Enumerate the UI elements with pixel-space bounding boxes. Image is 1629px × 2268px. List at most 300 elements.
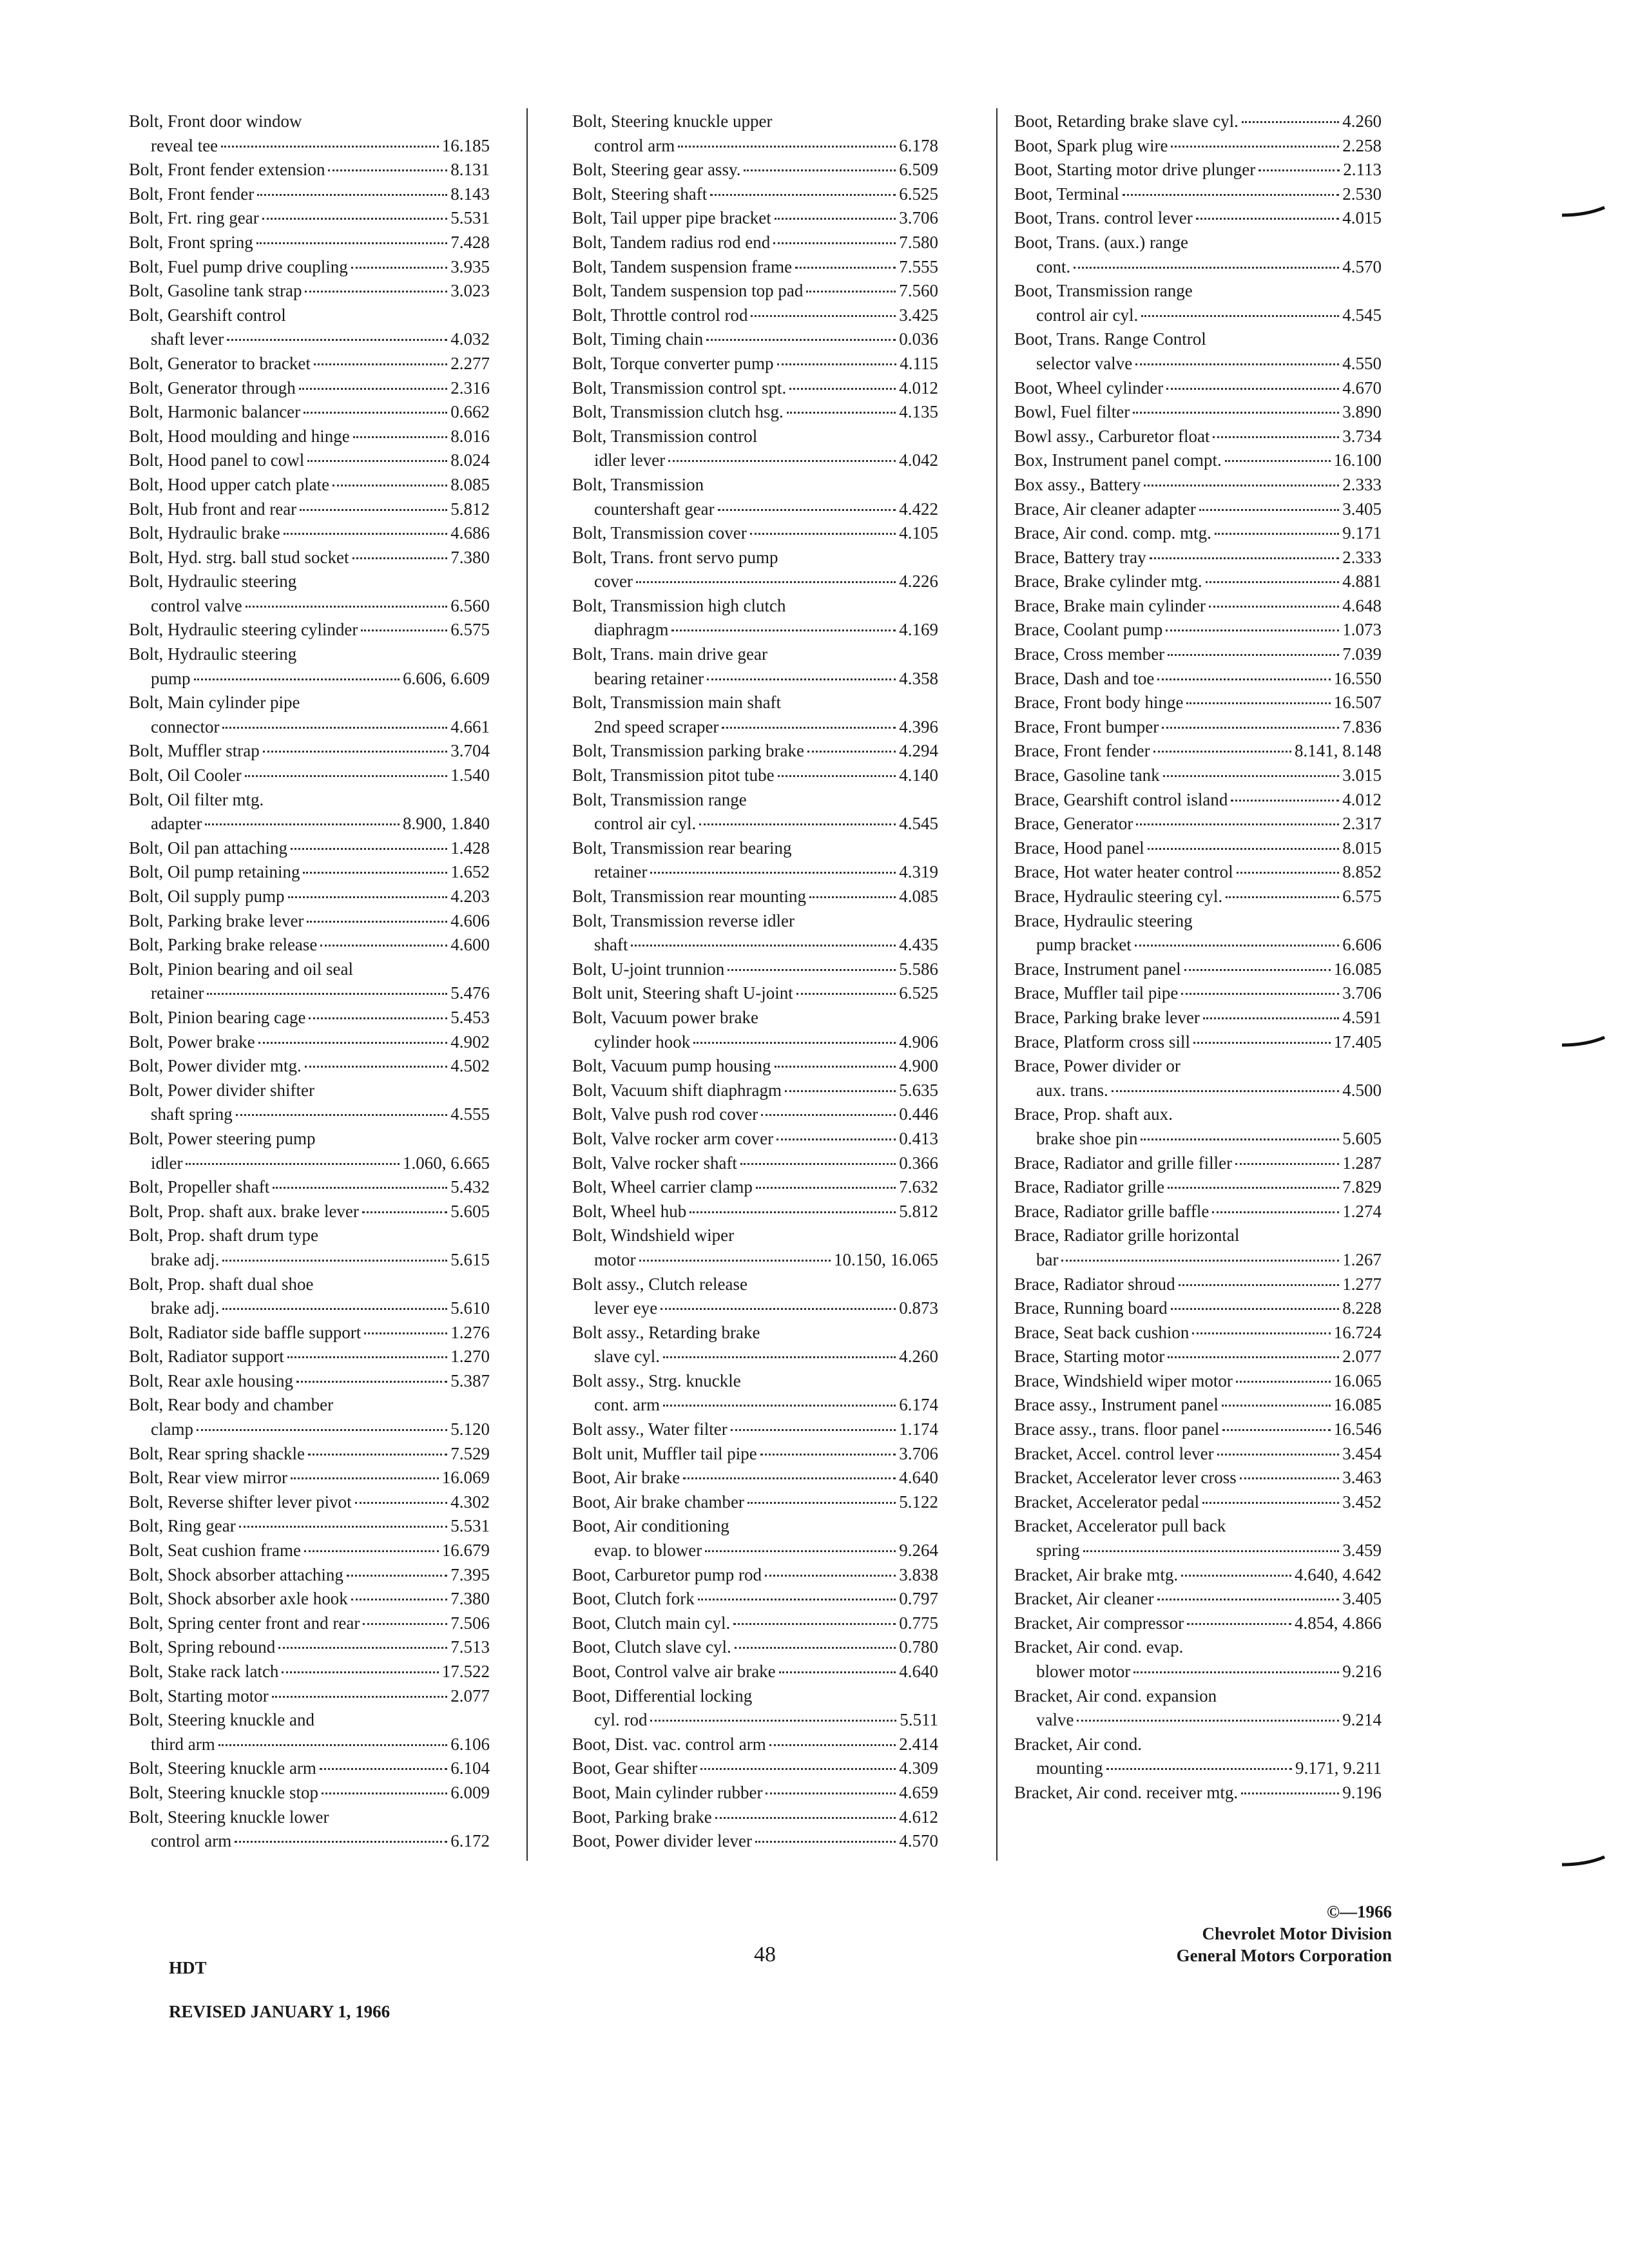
entry-reference: 6.525 [899, 983, 938, 1003]
entry-row [572, 206, 938, 231]
dot-leader [636, 581, 896, 583]
index-entry [572, 1611, 938, 1636]
index-entry [1014, 1151, 1382, 1176]
entry-reference: 6.178 [899, 135, 938, 155]
entry-row [1014, 206, 1382, 231]
index-entry [1014, 1635, 1382, 1684]
entry-label: retainer [151, 983, 204, 1003]
index-entry [572, 1587, 938, 1611]
dot-leader [795, 267, 896, 269]
entry-row [1014, 1756, 1382, 1781]
index-entry [572, 1200, 938, 1224]
index-entry [1014, 376, 1382, 401]
index-entry [1014, 546, 1382, 570]
index-entry [129, 1079, 490, 1127]
entry-reference: 0.797 [899, 1589, 938, 1609]
index-entry [129, 1127, 490, 1175]
entry-row [1014, 1345, 1382, 1369]
entry-label: Bolt, Oil pump retaining [129, 862, 300, 882]
entry-label: Boot, Spark plug wire [1014, 135, 1168, 155]
entry-reference: 7.395 [450, 1564, 490, 1584]
entry-row [1014, 1273, 1382, 1297]
index-entry [572, 1175, 938, 1200]
entry-row [129, 206, 490, 231]
index-entry [1014, 981, 1382, 1006]
entry-row [129, 1418, 490, 1442]
entry-reference: 3.463 [1342, 1468, 1382, 1488]
entry-row [572, 134, 938, 159]
index-entry [129, 860, 490, 885]
index-entry [1014, 400, 1382, 425]
dot-leader [221, 146, 439, 148]
entry-row [129, 909, 490, 934]
index-entry [572, 1006, 938, 1054]
dot-leader [303, 872, 447, 874]
entry-heading-line: Bolt, Transmission control [572, 426, 758, 446]
entry-row [572, 1296, 938, 1321]
entry-reference: 0.036 [899, 329, 938, 349]
index-entry [572, 206, 938, 231]
entry-reference: 4.854, 4.866 [1295, 1613, 1382, 1633]
entry-label: Bolt, Steering gear assy. [572, 160, 741, 180]
index-entry [1014, 1514, 1382, 1562]
entry-row [129, 1248, 490, 1273]
index-entry [572, 642, 938, 691]
index-entry [572, 400, 938, 425]
entry-label: Bolt, Generator through [129, 378, 296, 398]
index-entry [129, 1660, 490, 1684]
index-entry [572, 1466, 938, 1490]
dot-leader [1225, 460, 1331, 462]
index-entry [1014, 1490, 1382, 1515]
entry-reference: 7.580 [899, 232, 938, 252]
index-entry [572, 1514, 938, 1562]
index-entry [129, 1224, 490, 1272]
dot-leader [1171, 1308, 1340, 1310]
dot-leader [1148, 848, 1340, 850]
entry-label: cont. [1036, 256, 1071, 276]
dot-leader [778, 775, 896, 777]
dot-leader [320, 1768, 447, 1770]
entry-label: Bolt, Hood upper catch plate [129, 474, 330, 494]
index-entry [572, 1418, 938, 1442]
index-entry [129, 303, 490, 352]
entry-row [1014, 1296, 1382, 1321]
dot-leader [1163, 775, 1340, 777]
index-entry [572, 546, 938, 594]
entry-row [572, 1611, 938, 1636]
index-entry [572, 231, 938, 255]
entry-label: Boot, Clutch fork [572, 1589, 695, 1609]
entry-label: Bowl assy., Carburetor float [1014, 426, 1210, 446]
index-entry [129, 1273, 490, 1321]
entry-label: Brace, Air cond. comp. mtg. [1014, 523, 1211, 543]
index-entry [129, 1030, 490, 1055]
entry-label: Brace assy., Instrument panel [1014, 1395, 1219, 1415]
dot-leader [1235, 1163, 1339, 1165]
entry-reference: 7.632 [899, 1177, 938, 1197]
entry-row [129, 327, 490, 352]
index-entry [572, 764, 938, 788]
entry-reference: 3.405 [1342, 499, 1382, 519]
entry-reference: 4.570 [1342, 256, 1382, 276]
entry-row [572, 1733, 938, 1757]
entry-reference: 8.228 [1342, 1298, 1382, 1318]
page-number: 48 [754, 1943, 776, 1966]
entry-heading-line: Bracket, Accelerator pull back [1014, 1516, 1226, 1536]
entry-row [572, 497, 938, 522]
dot-leader [328, 169, 447, 171]
entry-heading-line: Boot, Transmission range [1014, 281, 1193, 301]
entry-reference: 4.226 [899, 572, 938, 591]
dot-leader [333, 485, 447, 486]
entry-reference: 8.143 [450, 184, 490, 204]
index-entry [572, 739, 938, 764]
entry-row [1014, 303, 1382, 328]
dot-leader [765, 1575, 896, 1577]
dot-leader [1203, 1017, 1339, 1019]
dot-leader [683, 1477, 896, 1479]
entry-label: Bolt, Steering knuckle stop [129, 1782, 318, 1802]
entry-label: Bolt, Transmission cover [572, 523, 747, 543]
entry-label: Bolt, Steering knuckle arm [129, 1758, 316, 1778]
dot-leader [1231, 800, 1339, 802]
entry-reference: 6.104 [450, 1758, 490, 1778]
index-entry [1014, 1611, 1382, 1636]
entry-reference: 4.042 [899, 450, 938, 470]
entry-reference: 5.453 [450, 1007, 490, 1027]
index-entry [572, 110, 938, 158]
dot-leader [351, 267, 448, 269]
entry-reference: 5.476 [450, 983, 490, 1003]
entry-row [572, 1829, 938, 1854]
entry-heading-line: Bolt, Steering knuckle lower [129, 1807, 329, 1827]
entry-row [572, 376, 938, 401]
index-entry [129, 425, 490, 449]
dot-leader [751, 315, 896, 317]
entry-reference: 6.606 [1342, 935, 1382, 955]
entry-reference: 4.670 [1342, 378, 1382, 398]
index-entry [129, 1611, 490, 1636]
dot-leader [1166, 388, 1339, 390]
entry-reference: 4.555 [450, 1104, 490, 1124]
entry-reference: 0.775 [899, 1613, 938, 1633]
index-entry [129, 618, 490, 642]
footer-code: HDT [169, 1958, 207, 1977]
entry-heading-line: Brace, Power divider or [1014, 1056, 1181, 1076]
entry-row [129, 158, 490, 182]
entry-row [572, 400, 938, 425]
entry-reference: 4.640 [899, 1662, 938, 1681]
entry-heading-line: Bolt, Main cylinder pipe [129, 693, 300, 713]
index-entry [572, 327, 938, 352]
dot-leader [304, 1550, 439, 1552]
dot-leader [305, 1066, 448, 1068]
entry-reference: 2.333 [1342, 474, 1382, 494]
entry-label: 2nd speed scraper [594, 716, 719, 736]
index-entry [1014, 1563, 1382, 1588]
dot-leader [1199, 509, 1339, 511]
index-entry [572, 1756, 938, 1781]
dot-leader [660, 1308, 896, 1310]
entry-label: countershaft gear [594, 499, 715, 519]
entry-reference: 8.852 [1342, 862, 1382, 882]
entry-row [1014, 981, 1382, 1006]
index-entry [129, 473, 490, 497]
dot-leader [347, 1575, 447, 1577]
entry-heading-line: Brace, Hydraulic steering [1014, 910, 1193, 930]
entry-label: cyl. rod [594, 1710, 648, 1730]
dot-leader [796, 993, 896, 995]
dot-leader [300, 509, 447, 511]
entry-row [129, 1660, 490, 1684]
entry-heading-line: Boot, Trans. Range Control [1014, 329, 1206, 349]
index-entry [129, 1563, 490, 1588]
entry-row [1014, 1708, 1382, 1733]
entry-label: Bolt, Valve rocker shaft [572, 1153, 737, 1173]
entry-reference: 4.135 [899, 402, 938, 422]
entry-reference: 5.120 [450, 1419, 490, 1439]
index-entry [1014, 1393, 1382, 1418]
entry-row [1014, 1490, 1382, 1515]
entry-label: brake adj. [151, 1249, 220, 1269]
entry-label: Bracket, Accelerator pedal [1014, 1492, 1200, 1512]
entry-row [129, 1539, 490, 1563]
entry-row [129, 1054, 490, 1079]
dot-leader [710, 194, 896, 196]
entry-reference: 7.836 [1342, 716, 1382, 736]
index-entry [1014, 1345, 1382, 1369]
entry-reference: 6.106 [450, 1734, 490, 1754]
entry-label: mounting [1036, 1758, 1103, 1778]
entry-reference: 3.452 [1342, 1492, 1382, 1512]
entry-row [129, 279, 490, 303]
entry-label: Bolt, Rear spring shackle [129, 1443, 305, 1463]
entry-row [1014, 134, 1382, 159]
entry-label: Brace, Cross member [1014, 644, 1165, 664]
entry-reference: 6.560 [450, 595, 490, 615]
entry-reference: 7.829 [1342, 1177, 1382, 1197]
entry-reference: 3.425 [899, 305, 938, 325]
entry-reference: 16.065 [1333, 1370, 1382, 1390]
entry-row [129, 400, 490, 425]
entry-reference: 16.679 [441, 1541, 490, 1561]
index-entry [572, 1102, 938, 1127]
entry-label: retainer [594, 862, 648, 882]
dot-leader [750, 533, 896, 535]
entry-row [1014, 1563, 1382, 1588]
index-entry [129, 1514, 490, 1539]
dot-leader [363, 1623, 447, 1625]
entry-row [1014, 425, 1382, 449]
index-entry [129, 739, 490, 764]
entry-label: Bolt, Ring gear [129, 1516, 236, 1536]
entry-row [1014, 182, 1382, 207]
entry-label: Boot, Gear shifter [572, 1758, 698, 1778]
dot-leader [766, 1792, 896, 1794]
entry-reference: 0.780 [899, 1637, 938, 1657]
entry-reference: 16.085 [1333, 959, 1382, 979]
index-entry [1014, 134, 1382, 159]
entry-label: cylinder hook [594, 1032, 691, 1052]
index-entry [1014, 1054, 1382, 1102]
entry-reference: 5.586 [899, 959, 938, 979]
index-entry [572, 1733, 938, 1757]
column-divider [526, 108, 528, 1861]
entry-heading-line: Bolt, Hydraulic steering [129, 644, 297, 664]
entry-label: Bolt, Starting motor [129, 1686, 269, 1706]
entry-row [572, 981, 938, 1006]
entry-row [129, 1756, 490, 1781]
index-entry [572, 1127, 938, 1151]
entry-reference: 9.171 [1342, 523, 1382, 543]
entry-reference: 3.890 [1342, 402, 1382, 422]
index-entry [572, 981, 938, 1006]
entry-label: Bolt, Hydraulic brake [129, 523, 280, 543]
entry-heading-line: Bolt, Gearshift control [129, 305, 286, 325]
entry-label: Bolt, U-joint trunnion [572, 959, 725, 979]
entry-row [572, 279, 938, 303]
entry-label: Bolt, Oil pan attaching [129, 838, 287, 858]
entry-label: Bolt unit, Steering shaft U-joint [572, 983, 793, 1003]
entry-label: Bolt, Tandem radius rod end [572, 232, 771, 252]
entry-row [1014, 1127, 1382, 1151]
entry-reference: 4.319 [899, 862, 938, 882]
index-entry [1014, 182, 1382, 207]
dot-leader [1212, 1211, 1339, 1213]
index-entry [572, 1442, 938, 1466]
entry-row [572, 1248, 938, 1273]
entry-reference: 3.706 [1342, 983, 1382, 1003]
dot-leader [320, 945, 447, 947]
entry-label: Boot, Clutch slave cyl. [572, 1637, 731, 1657]
index-entry [129, 691, 490, 739]
index-entry [129, 642, 490, 691]
entry-label: Bolt, Oil Cooler [129, 765, 242, 785]
entry-row [129, 836, 490, 861]
entry-row [129, 1733, 490, 1757]
entry-row [129, 1151, 490, 1176]
dot-leader [1237, 872, 1340, 874]
dot-leader [733, 1623, 896, 1625]
entry-label: Boot, Wheel cylinder [1014, 378, 1164, 398]
index-entry [129, 110, 490, 158]
entry-row [129, 1635, 490, 1660]
entry-label: Boot, Parking brake [572, 1807, 712, 1827]
entry-reference: 4.640 [899, 1468, 938, 1488]
entry-label: Brace, Windshield wiper motor [1014, 1370, 1233, 1390]
index-entry [129, 1345, 490, 1369]
entry-row [1014, 1781, 1382, 1805]
entry-reference: 6.172 [450, 1831, 490, 1851]
entry-row [129, 933, 490, 957]
index-entry [1014, 110, 1382, 134]
entry-reference: 16.100 [1333, 450, 1382, 470]
entry-label: Bracket, Accel. control lever [1014, 1443, 1214, 1463]
entry-label: Bolt, Tail upper pipe bracket [572, 208, 771, 228]
entry-label: bearing retainer [594, 668, 704, 688]
entry-row [572, 1781, 938, 1805]
dot-leader [218, 1744, 448, 1746]
dot-leader [806, 291, 896, 293]
binder-hole-mark [1561, 1036, 1606, 1049]
index-entry [572, 1224, 938, 1272]
entry-row [572, 812, 938, 836]
entry-reference: 7.555 [899, 256, 938, 276]
entry-label: Boot, Main cylinder rubber [572, 1782, 763, 1802]
index-entry [129, 158, 490, 182]
index-entry [129, 1442, 490, 1466]
entry-row [129, 1611, 490, 1636]
entry-label: Bolt, Generator to bracket [129, 353, 311, 373]
entry-row [129, 1684, 490, 1709]
entry-label: lever eye [594, 1298, 658, 1318]
index-entry [1014, 1200, 1382, 1224]
dot-leader [308, 1454, 447, 1456]
entry-row [1014, 764, 1382, 788]
index-entry [129, 1756, 490, 1781]
entry-label: Bolt, Timing chain [572, 329, 704, 349]
entry-row [1014, 594, 1382, 619]
index-entry [129, 836, 490, 861]
index-entry [1014, 1466, 1382, 1490]
entry-label: Bolt, Transmission rear mounting [572, 887, 807, 906]
dot-leader [1136, 823, 1339, 825]
entry-label: Box assy., Battery [1014, 474, 1141, 494]
entry-label: Bolt, Spring rebound [129, 1637, 276, 1657]
entry-row [129, 764, 490, 788]
entry-heading-line: Bolt, Transmission range [572, 789, 747, 809]
entry-heading-line: Bolt, Pinion bearing and oil seal [129, 959, 353, 979]
entry-reference: 4.140 [899, 765, 938, 785]
index-entry [1014, 691, 1382, 715]
entry-label: Brace, Starting motor [1014, 1347, 1165, 1367]
entry-reference: 4.012 [1342, 789, 1382, 809]
dot-leader [1153, 751, 1291, 753]
entry-label: Brace, Parking brake lever [1014, 1007, 1200, 1027]
dot-leader [1184, 969, 1331, 971]
index-entry [1014, 1175, 1382, 1200]
entry-row [129, 1829, 490, 1854]
index-entry [129, 182, 490, 207]
entry-reference: 3.704 [450, 741, 490, 761]
index-entry [1014, 885, 1382, 909]
entry-label: brake shoe pin [1036, 1128, 1138, 1148]
entry-row [1014, 1539, 1382, 1563]
entry-label: Box, Instrument panel compt. [1014, 450, 1222, 470]
entry-reference: 4.015 [1342, 208, 1382, 228]
dot-leader [282, 1671, 438, 1673]
entry-row [129, 376, 490, 401]
entry-heading-line: Bolt, Trans. main drive gear [572, 644, 767, 664]
index-entry [1014, 860, 1382, 885]
entry-label: Bolt unit, Muffler tail pipe [572, 1443, 757, 1463]
index-entry [129, 1708, 490, 1756]
index-entry [129, 1006, 490, 1030]
entry-reference: 1.073 [1342, 620, 1382, 640]
dot-leader [787, 412, 896, 414]
dot-leader [735, 1647, 896, 1649]
index-entry [572, 788, 938, 836]
entry-reference: 7.506 [450, 1613, 490, 1633]
entry-row [1014, 400, 1382, 425]
dot-leader [1258, 169, 1340, 171]
entry-label: Bolt, Torque converter pump [572, 353, 774, 373]
index-entry [572, 1321, 938, 1369]
index-entry [1014, 618, 1382, 642]
entry-row [572, 1418, 938, 1442]
index-entry [129, 279, 490, 303]
